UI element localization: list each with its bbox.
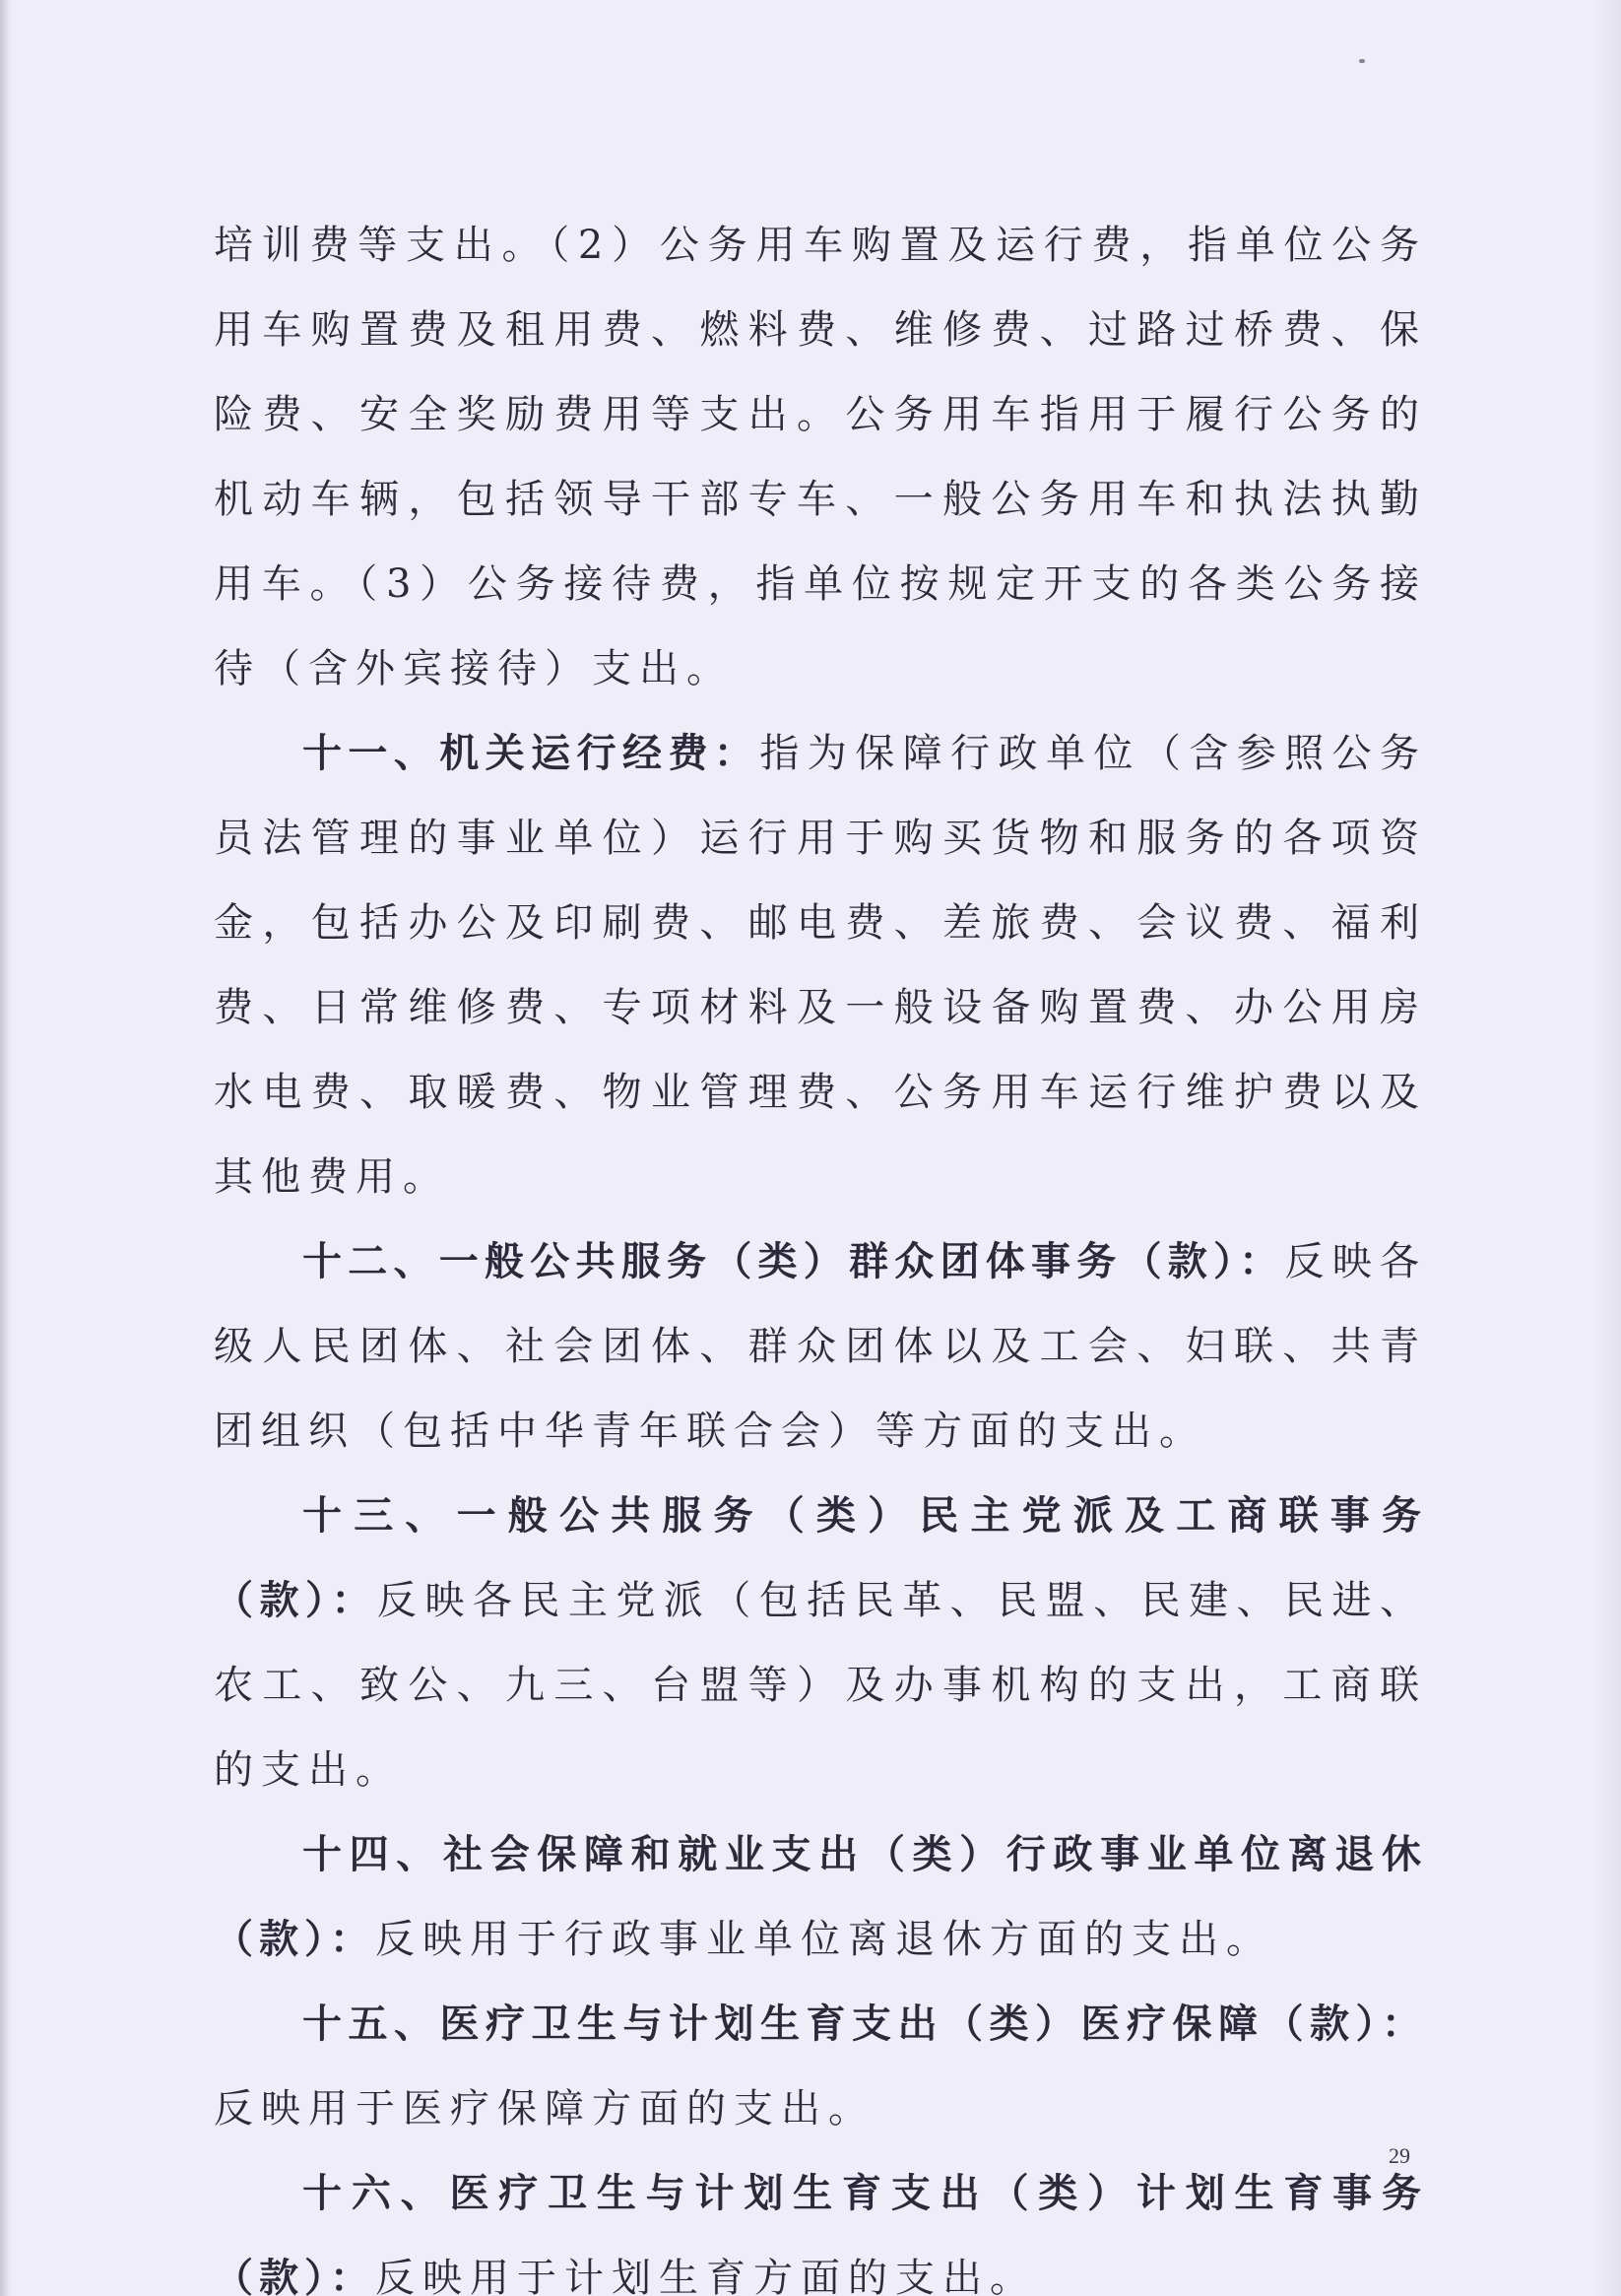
scan-edge-shadow: [0, 0, 10, 2296]
paragraph-text: 反映用于计划生育方面的支出。: [375, 2256, 1037, 2296]
paragraph-heading: 十三、一般公共服务（类）民主党派及工商联事务（款）：: [214, 1493, 1427, 1623]
paragraph-item-15: [214, 1982, 1427, 2151]
paragraph-heading: 十六、医疗卫生与计划生育支出（类）计划生育事务（款）：: [214, 2171, 1427, 2296]
paragraph-heading: 十四、社会保障和就业支出（类）行政事业单位离退休（款）：: [214, 1832, 1427, 1962]
paragraph-continuation: [214, 203, 1427, 711]
paragraph-text: 反映用于行政事业单位离退休方面的支出。: [375, 1917, 1273, 1962]
paragraph-item-12: [214, 1219, 1427, 1474]
paragraph-item-16: [214, 2151, 1427, 2296]
page-number: 29: [1389, 2143, 1410, 2168]
paragraph-heading: 十二、一般公共服务（类）群众团体事务（款）：: [302, 1239, 1285, 1284]
scan-speck: [1359, 59, 1365, 63]
paragraph-heading: 十一、机关运行经费：: [302, 731, 760, 776]
paragraph-text: 培训费等支出。（2）公务用车购置及运行费，指单位公务用车购置费及租用费、燃料费、维修费、过路过桥费、保险费、安全奖励费用等支出。公务用车指用于履行公务的机动车辆，包括领导干部专车、一般公务用车和执法执勤用车。（3）公务接待费，指单位按规定开支的各类公务接待（含外宾接待）支出。: [214, 223, 1427, 691]
body-text: [214, 203, 1427, 2296]
paragraph-text: 指为保障行政单位（含参照公务员法管理的事业单位）运行用于购买货物和服务的各项资金，包括办公及印刷费、邮电费、差旅费、会议费、福利费、日常维修费、专项材料及一般设备购置费、办公用房水电费、取暖费、物业管理费、公务用车运行维护费以及其他费用。: [214, 731, 1428, 1200]
paragraph-item-14: [214, 1812, 1427, 1982]
paragraph-text: 反映各级人民团体、社会团体、群众团体以及工会、妇联、共青团组织（包括中华青年联合会）等方面的支出。: [214, 1239, 1427, 1454]
paragraph-heading: 十五、医疗卫生与计划生育支出（类）医疗保障（款）：: [302, 2001, 1427, 2047]
paragraph-item-11: [214, 711, 1427, 1219]
paragraph-item-13: [214, 1474, 1427, 1812]
paragraph-text: 反映各民主党派（包括民革、民盟、民建、民进、农工、致公、九三、台盟等）及办事机构的支出，工商联的支出。: [214, 1578, 1428, 1793]
paragraph-text: 反映用于医疗保障方面的支出。: [214, 2086, 875, 2132]
